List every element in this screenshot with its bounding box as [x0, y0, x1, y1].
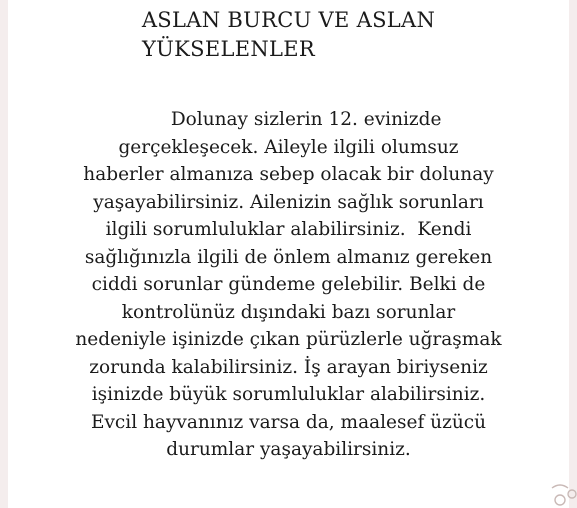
body-line: gerçekleşecek. Aileyle ilgili olumsuz [118, 136, 459, 158]
article-body [0, 106, 577, 464]
body-line: Evcil hayvanınız varsa da, maalesef üzücü [90, 411, 487, 433]
body-line: ciddi sorunlar gündeme gelebilir. Belki de [91, 274, 486, 295]
body-line: yaşayabilirsiniz. Ailenizin sağlık sorunları [93, 191, 484, 213]
body-line: işinizde büyük sorumluluklar alabilirsiniz. [91, 384, 486, 405]
title-line: YÜKSELENLER [141, 37, 315, 61]
body-line: haberler almanıza sebep olacak bir dolunay [83, 164, 494, 185]
body-line: Dolunay sizlerin 12. evinizde [135, 109, 442, 130]
body-line: sağlığınızla ilgili de önlem almanız gereken [84, 246, 493, 268]
body-line: durumlar yaşayabilirsiniz. [166, 439, 411, 460]
body-line: zorunda kalabilirsiniz. İş arayan biriyseniz [89, 356, 488, 378]
title-line: ASLAN BURCU VE ASLAN [141, 8, 436, 32]
article-title [0, 6, 577, 64]
decorative-flourish-icon [548, 480, 577, 508]
body-line: nedeniyle işinizde çıkan pürüzlerle uğraşmak [75, 329, 502, 350]
body-line: ilgili sorumluluklar alabilirsiniz. Kendi [105, 219, 472, 240]
body-line: kontrolünüz dışındaki bazı sorunlar [121, 301, 456, 323]
